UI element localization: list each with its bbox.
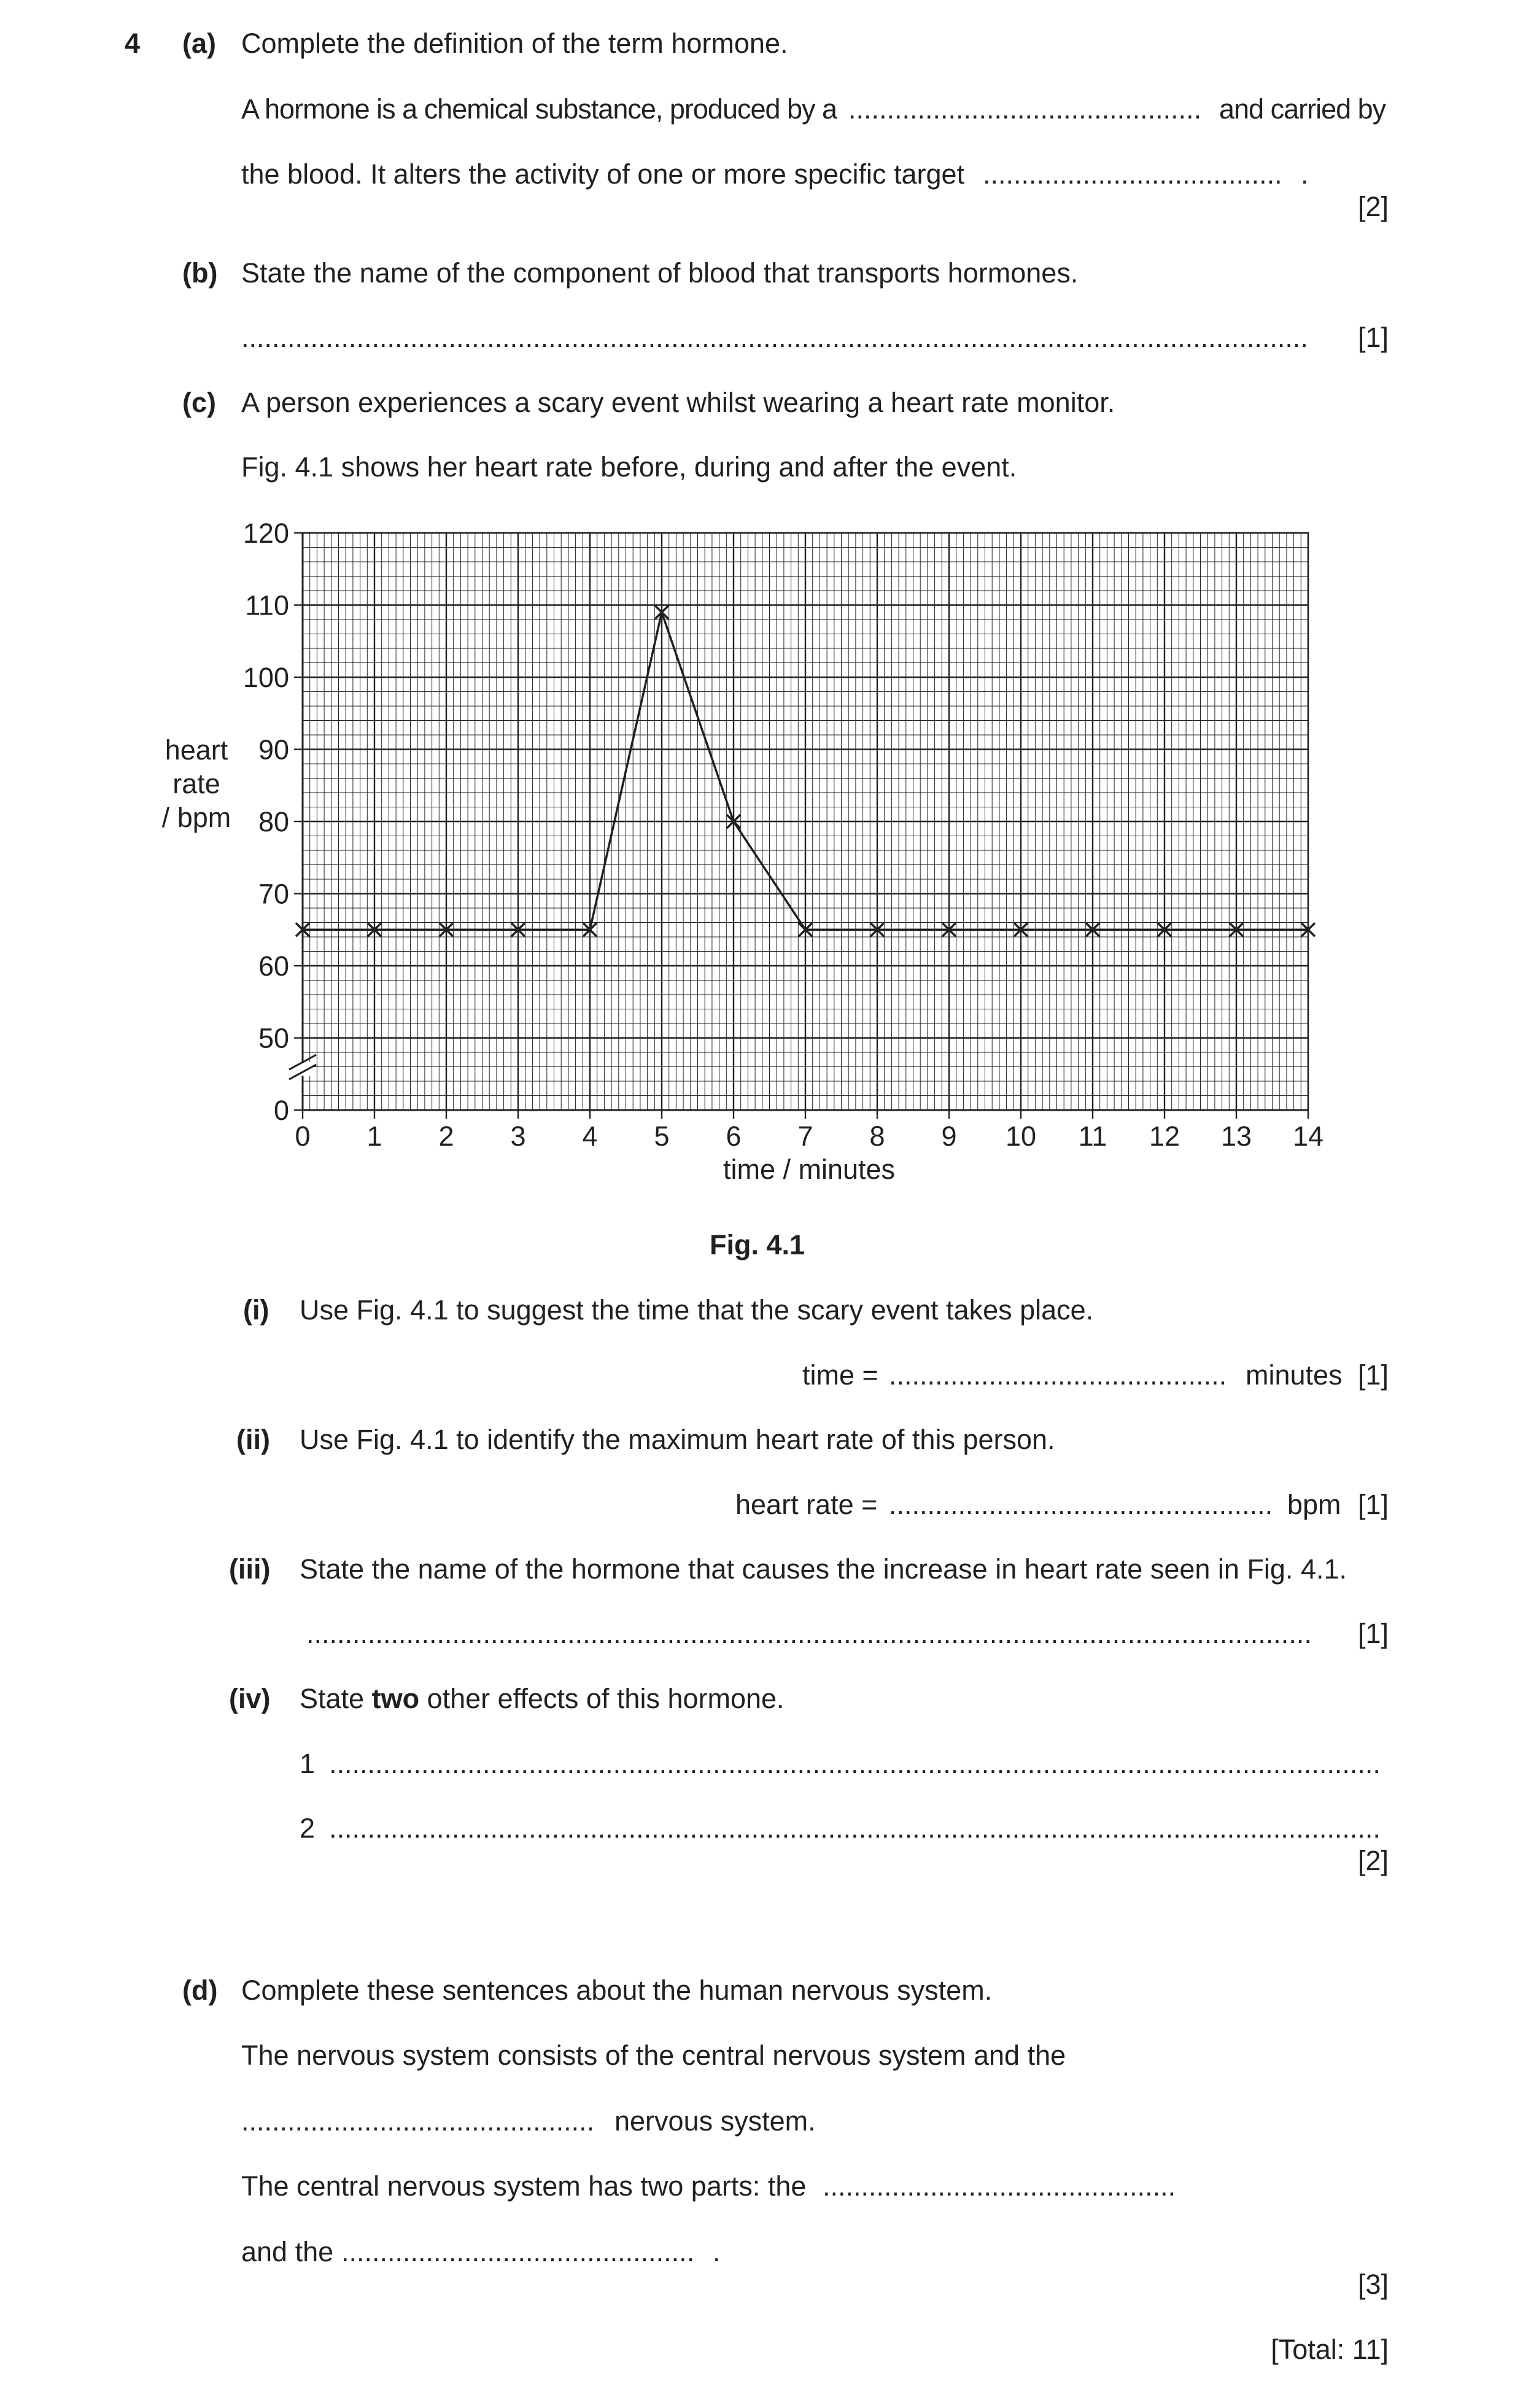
- part-d-sentence2-end: nervous system.: [614, 2105, 816, 2137]
- y-tick-label: 90: [258, 734, 289, 766]
- x-tick-label: 0: [295, 1120, 311, 1152]
- part-d-sentence1: The nervous system consists of the central nervous system and the: [241, 2040, 1066, 2071]
- x-tick-label: 9: [941, 1120, 957, 1152]
- y-tick-label: 50: [258, 1022, 289, 1054]
- x-tick-label: 14: [1292, 1120, 1324, 1152]
- x-tick-label: 7: [797, 1120, 813, 1152]
- part-d-sentence4: and the: [241, 2236, 334, 2267]
- x-tick-label: 4: [582, 1120, 598, 1152]
- part-b-prompt: State the name of the component of blood that transports hormones.: [241, 257, 1079, 289]
- sub-iv-label: (iv): [229, 1683, 271, 1714]
- part-d-marks: [3]: [1357, 2269, 1389, 2300]
- answer-line-b[interactable]: ...........................................................................................................................................: [241, 322, 1308, 353]
- part-a-line1-start: A hormone is a chemical substance, produced by a: [241, 93, 837, 125]
- y-axis-label-line: heart: [165, 734, 228, 766]
- sub-iv-line2-number: 2: [300, 1812, 316, 1844]
- sub-i-prompt: Use Fig. 4.1 to suggest the time that the scary event takes place.: [300, 1294, 1094, 1326]
- x-tick-label: 12: [1149, 1120, 1180, 1152]
- x-tick-label: 3: [510, 1120, 526, 1152]
- sub-i-answer-label: time =: [802, 1359, 878, 1391]
- sub-ii-marks: [1]: [1357, 1489, 1389, 1520]
- sub-ii-prompt: Use Fig. 4.1 to identify the maximum heart rate of this person.: [300, 1424, 1055, 1455]
- sub-ii-unit: bpm: [1287, 1489, 1341, 1520]
- sub-iii-prompt: State the name of the hormone that causes the increase in heart rate seen in Fig. 4.1.: [300, 1553, 1347, 1585]
- y-tick-label: 120: [242, 518, 289, 549]
- answer-line-c-iv-2[interactable]: .........................................................................................................................................: [329, 1812, 1381, 1844]
- answer-line-d2[interactable]: ..............................................: [823, 2170, 1176, 2202]
- part-a-line1-end: and carried by: [1219, 93, 1386, 125]
- y-tick-label: 80: [258, 806, 289, 837]
- part-a-line2-end: .: [1301, 158, 1309, 190]
- part-c-label: (c): [182, 387, 216, 418]
- sub-ii-label: (ii): [236, 1424, 270, 1455]
- part-c-prompt: A person experiences a scary event whilst wearing a heart rate monitor.: [241, 387, 1115, 418]
- answer-line-a1[interactable]: ..............................................: [848, 93, 1202, 125]
- part-a-prompt: Complete the definition of the term hormone.: [241, 28, 788, 59]
- y-axis-label-line: rate: [172, 768, 220, 799]
- sub-iv-marks: [2]: [1357, 1845, 1389, 1876]
- x-axis-label: time / minutes: [723, 1154, 896, 1185]
- answer-line-a2[interactable]: .......................................: [983, 158, 1282, 190]
- x-tick-label: 10: [1005, 1120, 1037, 1152]
- sub-iii-marks: [1]: [1357, 1618, 1389, 1649]
- x-tick-label: 8: [869, 1120, 885, 1152]
- y-axis-label-line: / bpm: [161, 802, 231, 833]
- question-total: [Total: 11]: [1271, 2334, 1389, 2365]
- answer-line-c-i[interactable]: ............................................: [889, 1359, 1227, 1391]
- answer-line-c-iv-1[interactable]: .........................................................................................................................................: [329, 1748, 1381, 1779]
- x-tick-label: 6: [726, 1120, 742, 1152]
- y-tick-label: 110: [245, 589, 289, 621]
- sub-i-unit: minutes: [1246, 1359, 1343, 1391]
- sub-i-marks: [1]: [1357, 1359, 1389, 1391]
- part-d-prompt: Complete these sentences about the human nervous system.: [241, 1975, 993, 2006]
- sub-iii-label: (iii): [229, 1553, 271, 1585]
- y-tick-label: 0: [273, 1095, 289, 1126]
- x-tick-label: 5: [654, 1120, 670, 1152]
- tick-labels: [243, 518, 1323, 1152]
- sub-ii-answer-label: heart rate =: [735, 1489, 878, 1520]
- part-b-marks: [1]: [1357, 322, 1389, 353]
- answer-line-c-ii[interactable]: ..................................................: [889, 1489, 1273, 1520]
- sub-iv-prompt: State two other effects of this hormone.: [300, 1683, 785, 1714]
- part-d-sentence3: The central nervous system has two parts: the: [241, 2170, 807, 2202]
- sub-iv-line1-number: 1: [300, 1748, 316, 1779]
- part-a-label: (a): [182, 28, 216, 59]
- part-c-prompt2: Fig. 4.1 shows her heart rate before, during and after the event.: [241, 451, 1017, 483]
- y-tick-label: 100: [242, 662, 289, 693]
- x-tick-label: 11: [1078, 1120, 1107, 1152]
- figure-caption: Fig. 4.1: [710, 1229, 805, 1260]
- y-tick-label: 60: [258, 950, 289, 982]
- x-tick-label: 1: [366, 1120, 382, 1152]
- question-number: 4: [125, 28, 141, 59]
- y-tick-label: 70: [258, 878, 289, 910]
- answer-line-d1[interactable]: ..............................................: [241, 2105, 595, 2137]
- part-d-label: (d): [182, 1975, 218, 2006]
- x-tick-label: 13: [1220, 1120, 1252, 1152]
- y-axis-label: [162, 734, 231, 833]
- part-a-line2: the blood. It alters the activity of one or more specific target: [241, 158, 965, 190]
- answer-line-d3[interactable]: ..............................................: [341, 2236, 695, 2267]
- x-tick-label: 2: [438, 1120, 454, 1152]
- sub-i-label: (i): [243, 1294, 269, 1326]
- answer-line-c-iii[interactable]: ...................................................................................................................................: [306, 1618, 1312, 1649]
- part-d-sentence4-end: .: [713, 2236, 721, 2267]
- part-a-marks: [2]: [1357, 191, 1389, 222]
- part-b-label: (b): [182, 257, 218, 289]
